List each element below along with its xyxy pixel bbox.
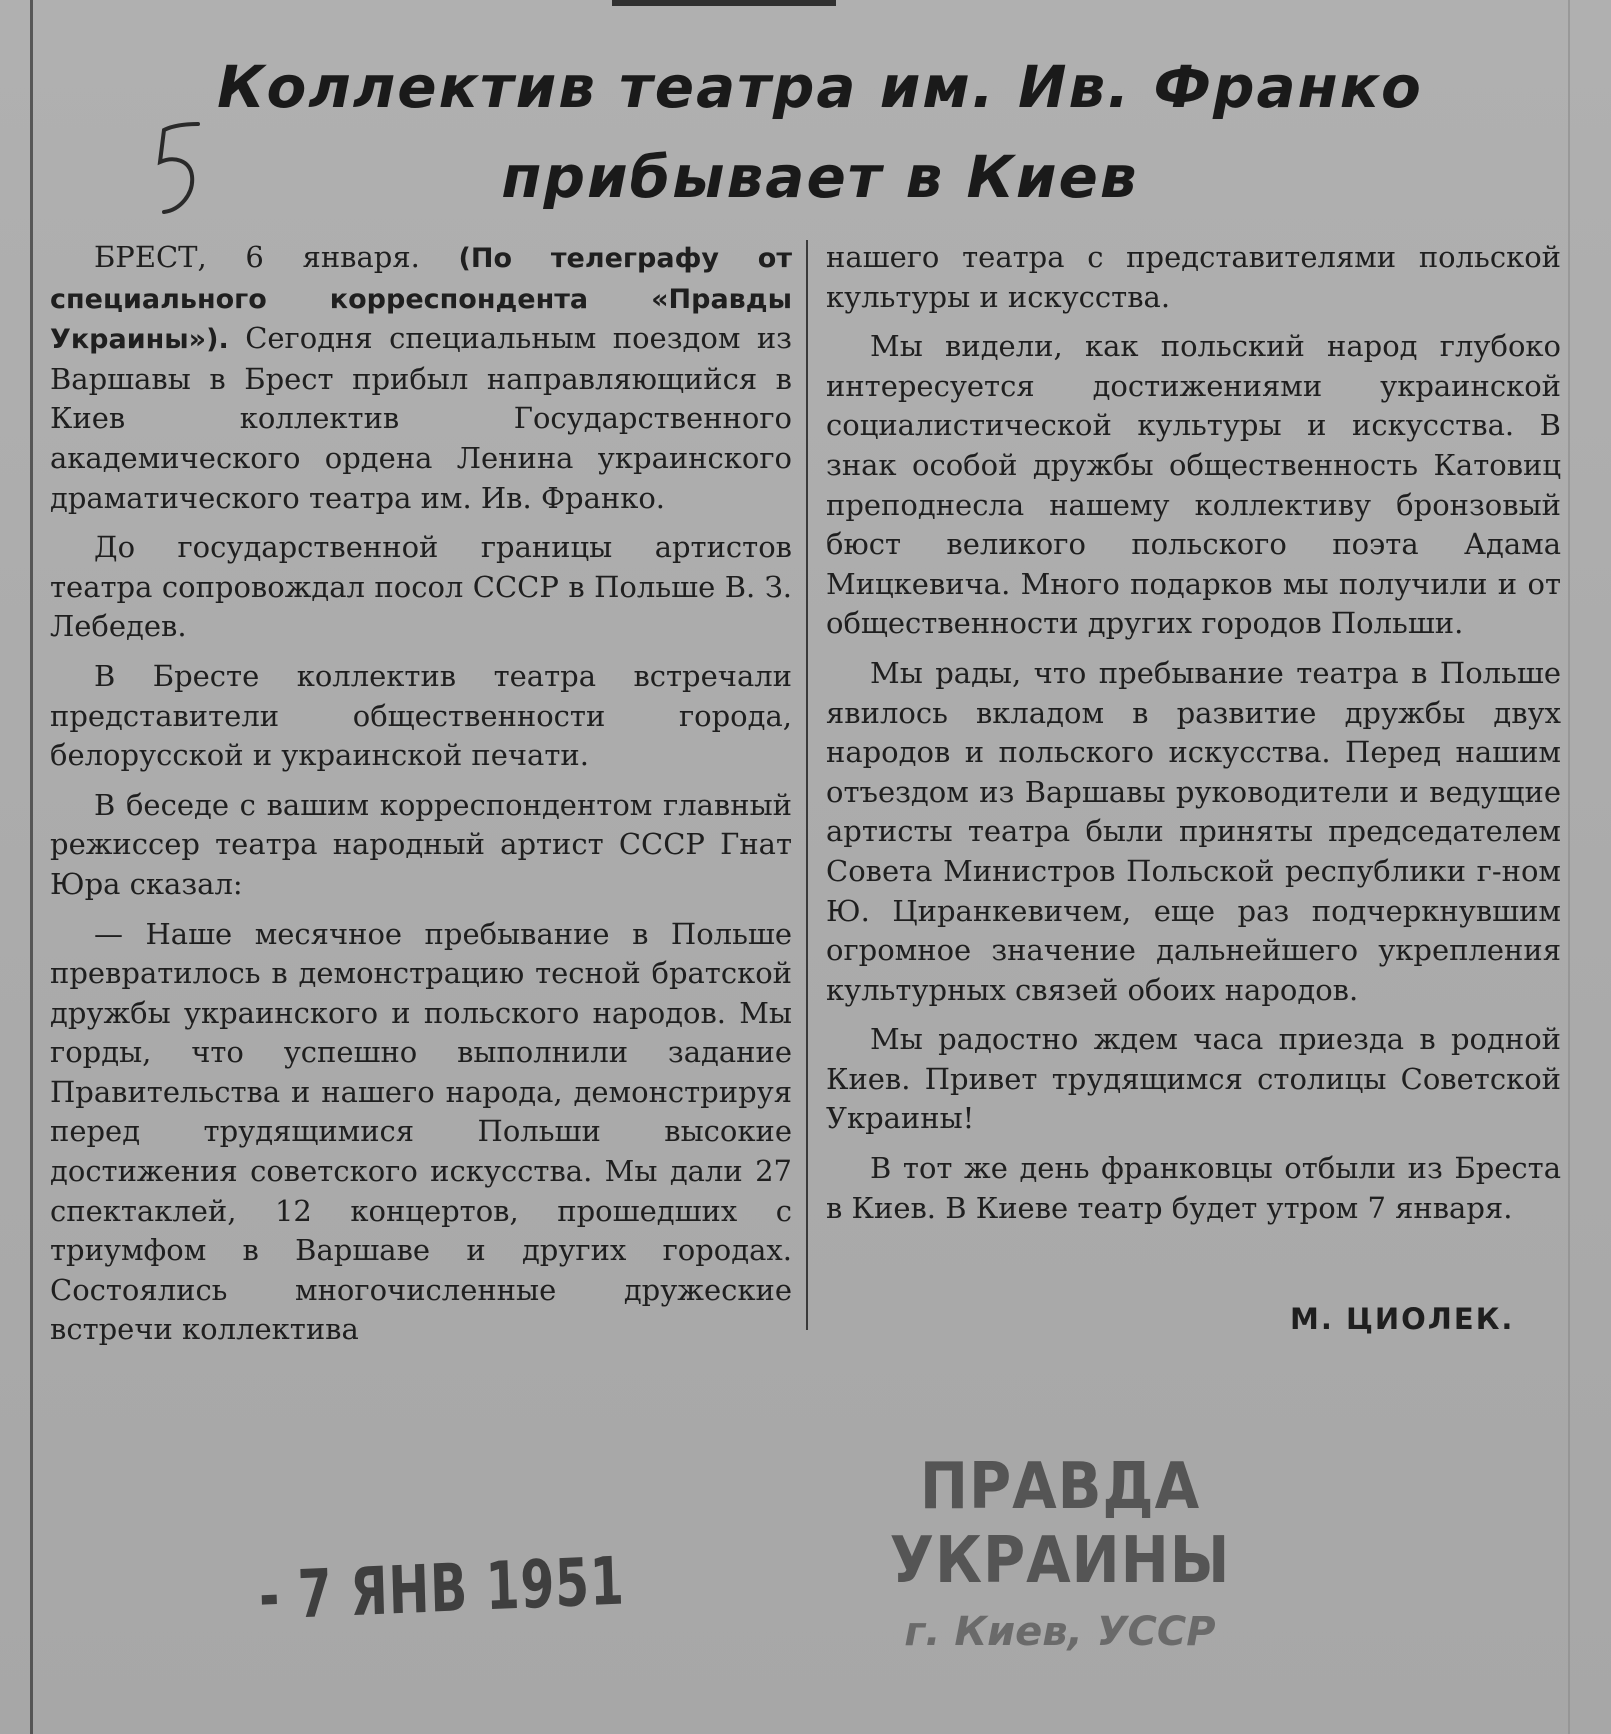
headline	[120, 42, 1520, 222]
article-paragraph: В беседе с вашим корреспондентом главный режиссер театра народный артист СССР Гнат Юра сказал:	[50, 787, 792, 901]
article-paragraph: Мы радостно ждем часа приезда в родной Киев. Привет трудящимся столицы Советской Украины!	[826, 1022, 1561, 1136]
stamp-title: ПРАВДА УКРАИНЫ	[889, 1450, 1231, 1598]
handwritten-margin-mark	[150, 118, 210, 218]
column-divider	[806, 240, 808, 1330]
article-paragraph-continued: нашего театра с представителями польской культуры и искусства.	[826, 240, 1561, 314]
source-note: (По телеграфу от специального корреспондента «Правды Украины»).	[50, 243, 793, 356]
article-paragraph: — Наше месячное пребывание в Польше превратилось в демонстрацию тесной братской дружбы украинского и польского народов. Мы горды, что успешно выполнили задание Правительства и нашего народа, демонстрируя перед трудящимися Польши высокие достижения советского искусства. Мы дали 27 спектаклей, 12 концертов, прошедших с триумфом в Варшаве и других городах. Состоялись многочисленные дружеские встречи коллектива	[50, 916, 792, 1347]
mounting-tab	[612, 0, 836, 6]
article-column-left	[50, 238, 792, 1360]
headline-line-2: прибывает в Киев	[501, 143, 1139, 211]
date-stamp: - 7 ЯНВ 1951	[258, 1542, 626, 1635]
article-paragraph: До государственной границы артистов театра сопровождал посол СССР в Польше В. З. Лебедев.	[50, 530, 792, 644]
article-column-right	[826, 238, 1561, 1238]
headline-line-1: Коллектив театра им. Ив. Франко	[217, 53, 1423, 121]
author-signature: М. ЦИОЛЕК.	[1290, 1302, 1515, 1336]
article-paragraph: Мы рады, что пребывание театра в Польше явилось вкладом в развитие дружбы двух народов и польского искусства. Перед нашим отъездом из Варшавы руководители и ведущие артисты театра были приняты председателем Совета Министров Польской республики г-ном Ю. Циранкевичем, еще раз подчеркнувшим огромное значение дальнейшего укрепления культурных связей обоих народов.	[826, 655, 1561, 1007]
clipping-right-edge	[1568, 0, 1570, 1734]
article-paragraph: Сегодня специальным поездом из Варшавы в Брест прибыл направляющийся в Киев коллектив Государственного академического ордена Ленина украинского драматического театра им. Ив. Франко.	[50, 321, 793, 515]
clipping-left-edge	[30, 0, 33, 1734]
stamp-location: г. Киев, УССР	[904, 1609, 1216, 1655]
article-paragraph: Мы видели, как польский народ глубоко интересуется достижениями украинской социалистической культуры и искусства. В знак особой дружбы общественность Катовиц преподнесла нашему коллективу бронзовый бюст великого польского поэта Адама Мицкевича. Много подарков мы получили и от общественности других городов Польши.	[826, 329, 1561, 641]
article-lead-paragraph	[50, 238, 792, 518]
dateline: БРЕСТ, 6 января.	[94, 240, 420, 274]
article-paragraph: В тот же день франковцы отбыли из Бреста в Киев. В Киеве театр будет утром 7 января.	[826, 1151, 1561, 1225]
article-paragraph: В Бресте коллектив театра встречали представители общественности города, белорусской и украинской печати.	[50, 658, 792, 773]
newspaper-stamp	[780, 1450, 1340, 1658]
